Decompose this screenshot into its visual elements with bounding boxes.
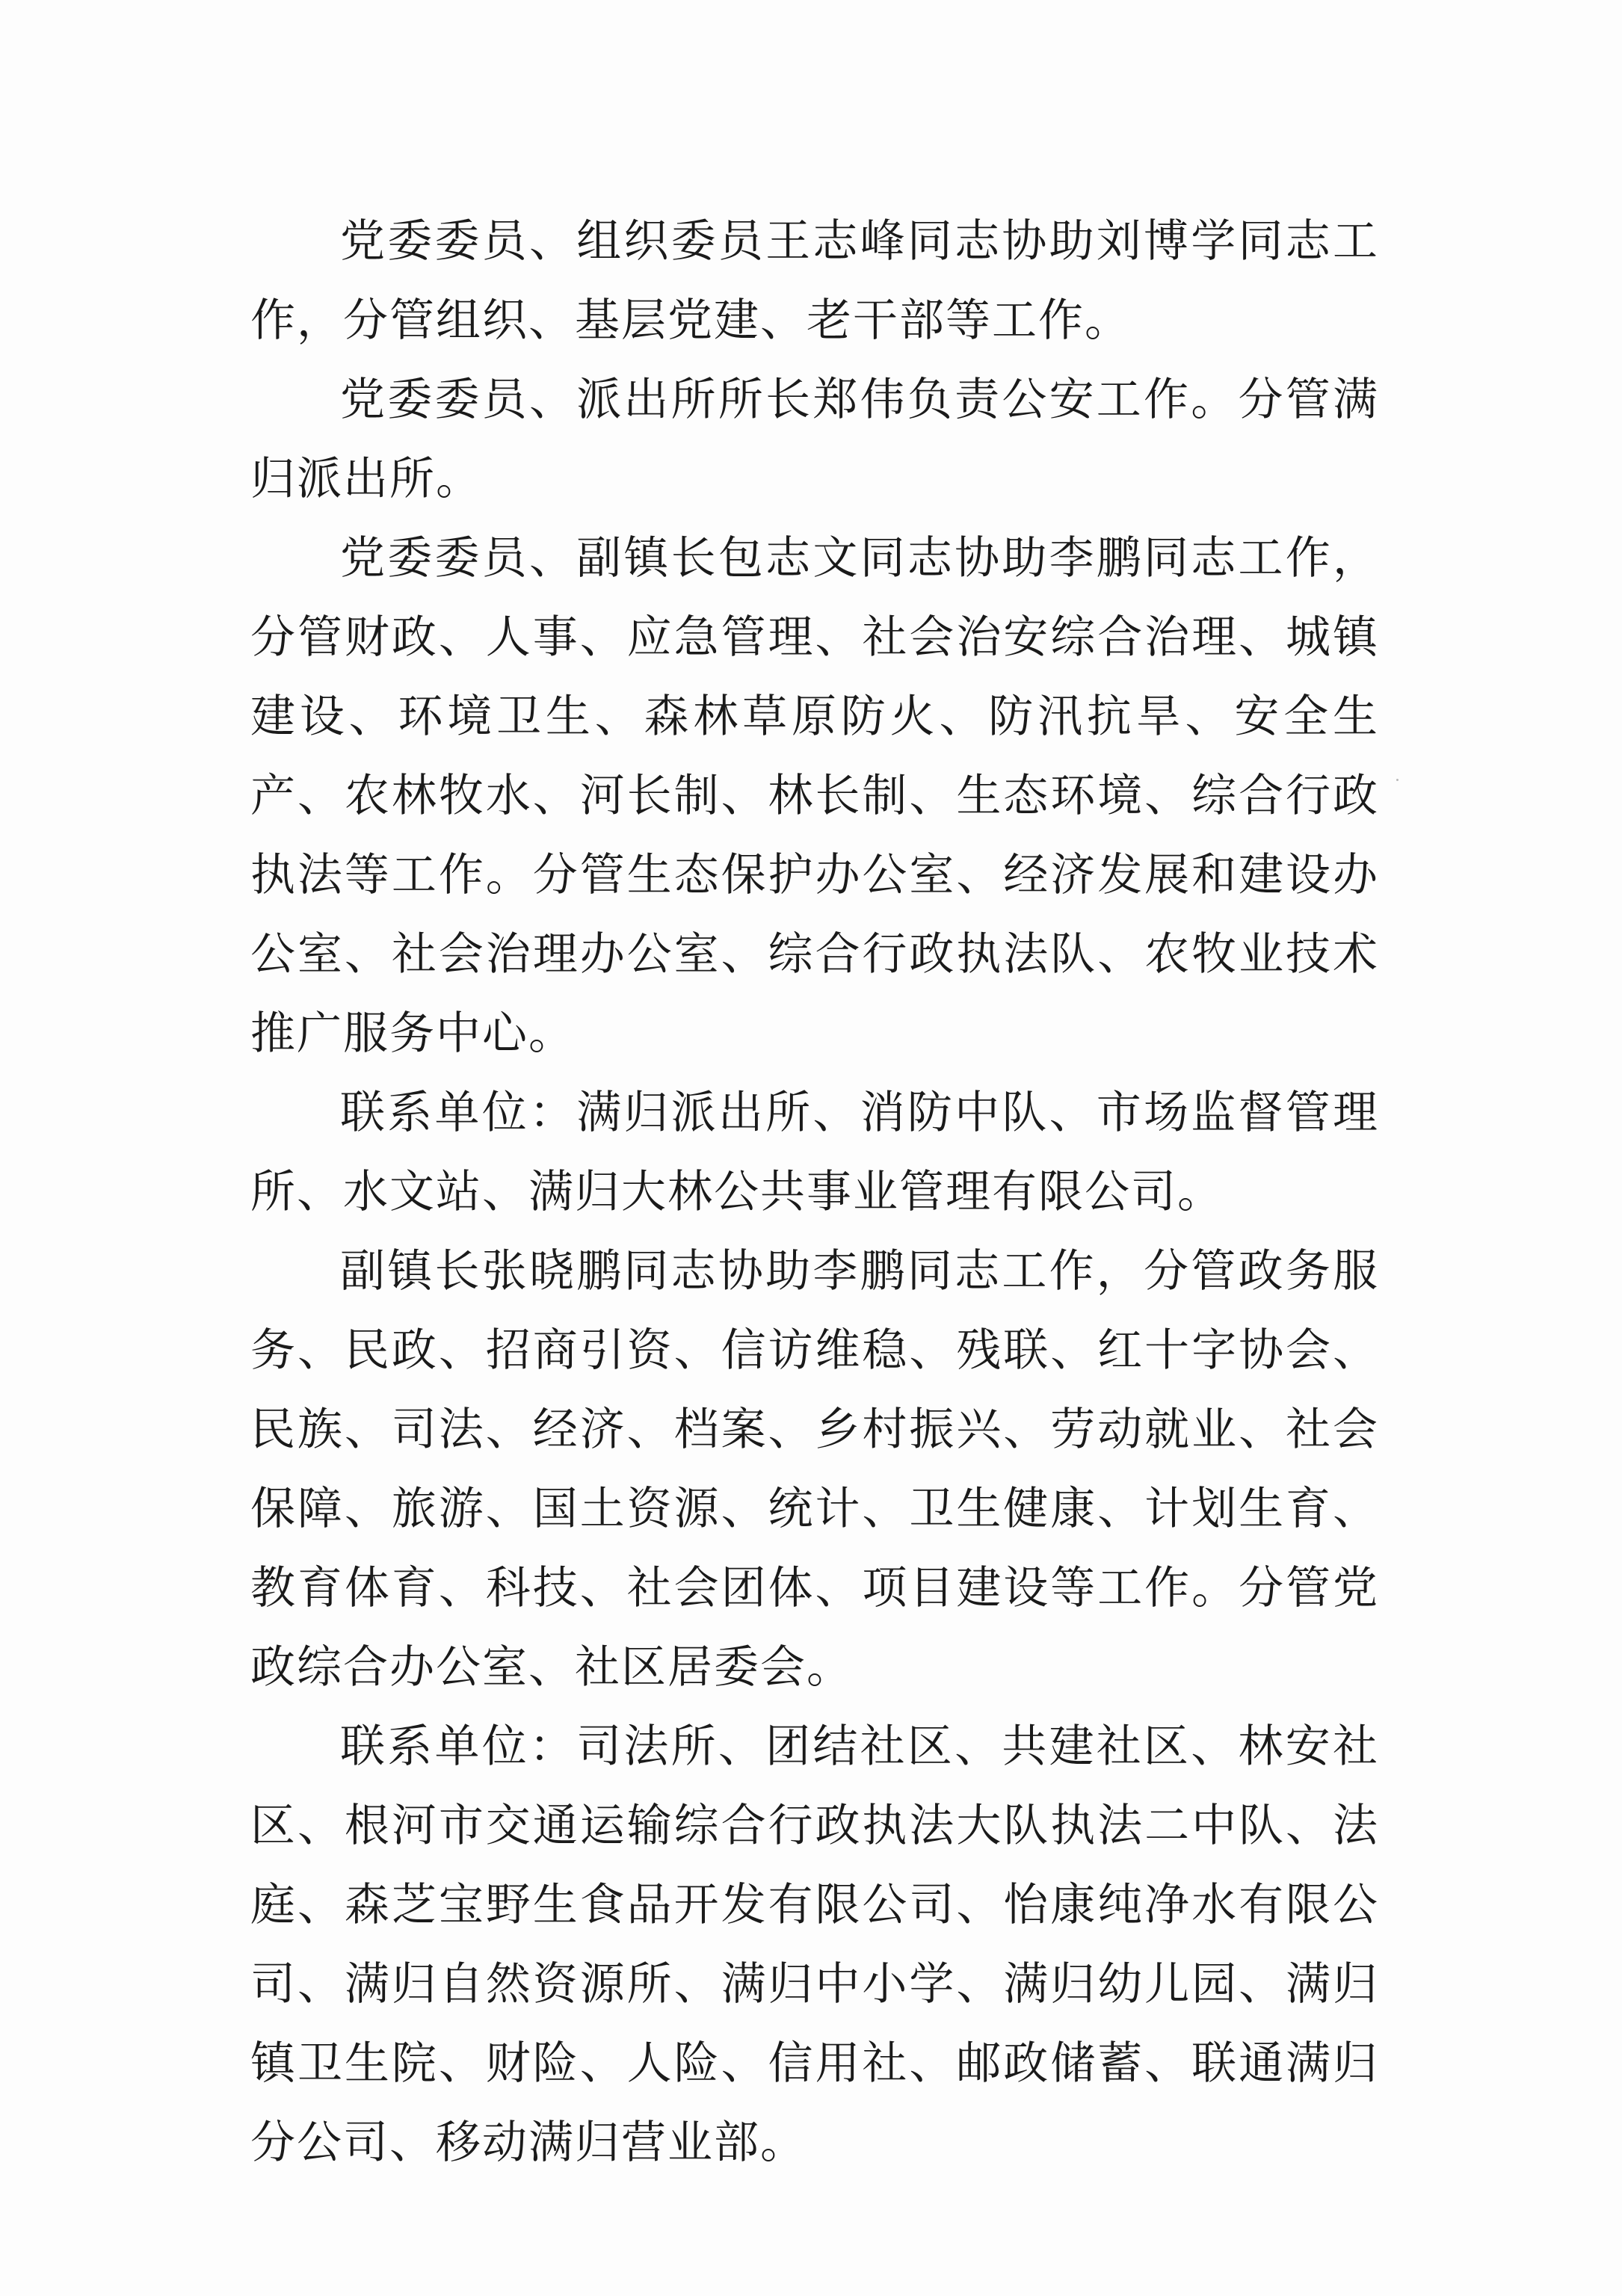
scan-speck xyxy=(1396,779,1399,781)
document-body xyxy=(250,202,1379,2182)
paragraph-bao-zhiwen-contacts: 联系单位：满归派出所、消防中队、市场监督管理所、水文站、满归大林公共事业管理有限公司。 xyxy=(250,1087,1379,1218)
paragraph-zhang-xiaopeng-contacts: 联系单位：司法所、团结社区、共建社区、林安社区、根河市交通运输综合行政执法大队执法二中队、法庭、森芝宝野生食品开发有限公司、怡康纯净水有限公司、满归自然资源所、满归中小学、满归幼儿园、满归镇卫生院、财险、人险、信用社、邮政储蓄、联通满归分公司、移动满归营业部。 xyxy=(250,1721,1379,2169)
paragraph-zheng-wei: 党委委员、派出所所长郑伟负责公安工作。分管满归派出所。 xyxy=(250,374,1379,505)
paragraph-wang-zhifeng: 党委委员、组织委员王志峰同志协助刘博学同志工作，分管组织、基层党建、老干部等工作。 xyxy=(250,215,1379,347)
paragraph-zhang-xiaopeng: 副镇长张晓鹏同志协助李鹏同志工作，分管政务服务、民政、招商引资、信访维稳、残联、红十字协会、民族、司法、经济、档案、乡村振兴、劳动就业、社会保障、旅游、国土资源、统计、卫生健康、计划生育、教育体育、科技、社会团体、项目建设等工作。分管党政综合办公室、社区居委会。 xyxy=(250,1245,1379,1694)
paragraph-bao-zhiwen: 党委委员、副镇长包志文同志协助李鹏同志工作，分管财政、人事、应急管理、社会治安综合治理、城镇建设、环境卫生、森林草原防火、防汛抗旱、安全生产、农林牧水、河长制、林长制、生态环境、综合行政执法等工作。分管生态保护办公室、经济发展和建设办公室、社会治理办公室、综合行政执法队、农牧业技术推广服务中心。 xyxy=(250,532,1379,1060)
